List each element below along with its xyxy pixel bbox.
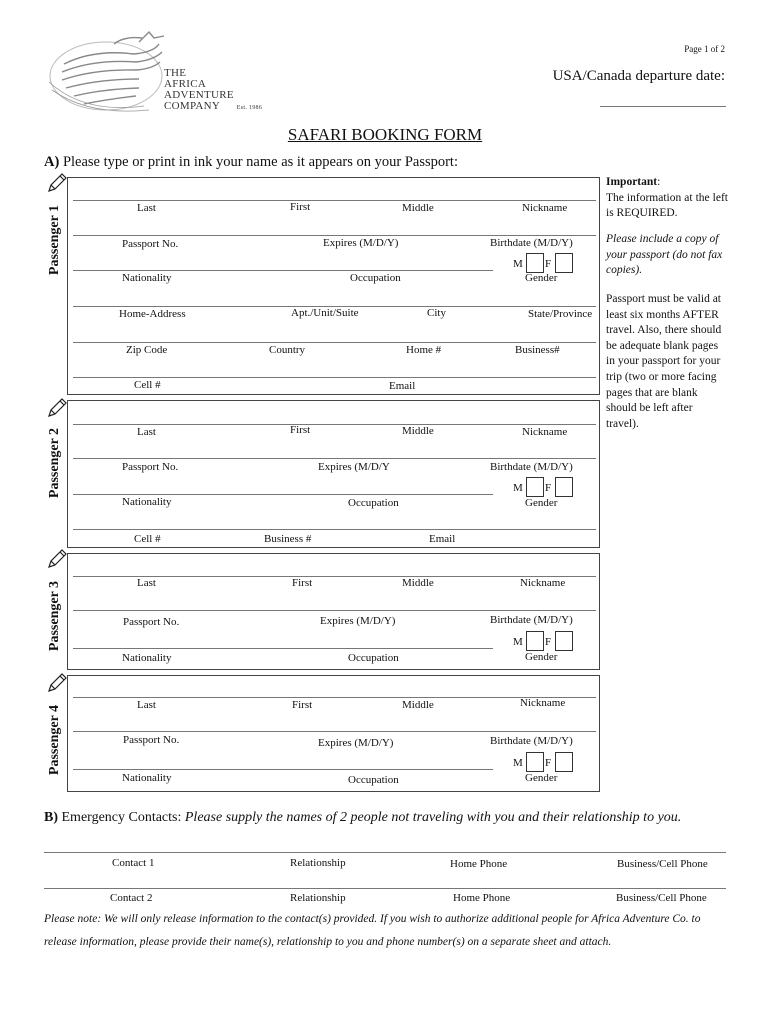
p2-passport-label: Passport No. bbox=[122, 461, 179, 473]
section-b-heading bbox=[44, 810, 681, 826]
p2-last-label: Last bbox=[137, 426, 156, 438]
contact-1-label: Contact 1 bbox=[112, 857, 155, 869]
passenger-2-title: Passenger 2 bbox=[47, 427, 62, 499]
p1-gender-label: Gender bbox=[525, 272, 558, 284]
important-text: The information at the left is REQUIRED. bbox=[606, 191, 728, 219]
p3-passport-label: Passport No. bbox=[123, 616, 180, 628]
p3-nationality-label: Nationality bbox=[122, 652, 172, 664]
p1-birthdate-label: Birthdate (M/D/Y) bbox=[490, 237, 573, 249]
p2-gender-m: M bbox=[513, 482, 523, 494]
p1-passport-label: Passport No. bbox=[122, 238, 179, 250]
important-note bbox=[606, 175, 728, 222]
p1-nationality-label: Nationality bbox=[122, 272, 172, 284]
p2-gender-label: Gender bbox=[525, 497, 558, 509]
company-logo bbox=[44, 24, 274, 119]
p1-first-label: First bbox=[290, 201, 311, 213]
departure-date-label: USA/Canada departure date: bbox=[552, 68, 725, 84]
passenger-4-title: Passenger 4 bbox=[47, 704, 62, 776]
p3-gender-f: F bbox=[545, 636, 552, 648]
p1-expires-label: Expires (M/D/Y) bbox=[323, 237, 399, 249]
section-a-letter: A) bbox=[44, 154, 60, 170]
p2-cell-label: Cell # bbox=[134, 533, 161, 545]
p1-middle-label: Middle bbox=[402, 202, 434, 214]
passport-validity-note: Passport must be valid at least six months AFTER travel. Also, there should be adequate blank pages in your passport for your trip (two or more facing pages that are blank should be left after travel). bbox=[606, 293, 722, 430]
p2-gender-f-checkbox[interactable] bbox=[555, 477, 573, 497]
passenger-3-title: Passenger 3 bbox=[47, 580, 62, 652]
p3-middle-label: Middle bbox=[402, 577, 434, 589]
p3-first-label: First bbox=[292, 577, 313, 589]
company-name bbox=[164, 68, 274, 114]
p1-gender-f-checkbox[interactable] bbox=[555, 253, 573, 273]
pencil-icon bbox=[46, 397, 68, 419]
p3-expires-label: Expires (M/D/Y) bbox=[320, 615, 396, 627]
section-a-instruction: Please type or print in ink your name as it appears on your Passport: bbox=[59, 154, 458, 170]
p4-first-label: First bbox=[292, 699, 313, 711]
p1-zip-label: Zip Code bbox=[126, 344, 168, 356]
p1-apt-label: Apt./Unit/Suite bbox=[291, 307, 359, 319]
p4-birthdate-label: Birthdate (M/D/Y) bbox=[490, 735, 573, 747]
p1-state-label: State/Province bbox=[528, 308, 593, 320]
zebra-logo-icon bbox=[44, 24, 174, 119]
p2-occupation-label: Occupation bbox=[348, 497, 399, 509]
p1-gender-m: M bbox=[513, 258, 523, 270]
p2-business-label: Business # bbox=[264, 533, 312, 545]
company-line-3-text: COMPANY bbox=[164, 100, 220, 112]
company-line-1: THE bbox=[164, 67, 187, 79]
important-heading: Important: bbox=[606, 176, 661, 188]
p2-expires-label: Expires (M/D/Y bbox=[318, 461, 390, 473]
p4-gender-f-checkbox[interactable] bbox=[555, 752, 573, 772]
page-indicator: Page 1 of 2 bbox=[684, 44, 725, 54]
passenger-1-title: Passenger 1 bbox=[47, 204, 62, 276]
p3-birthdate-label: Birthdate (M/D/Y) bbox=[490, 614, 573, 626]
company-line-3 bbox=[164, 101, 274, 114]
p1-gender-m-checkbox[interactable] bbox=[526, 253, 544, 273]
p1-country-label: Country bbox=[269, 344, 306, 356]
p4-middle-label: Middle bbox=[402, 699, 434, 711]
p1-home-phone-label: Home # bbox=[406, 344, 442, 356]
contact-2-relationship-label: Relationship bbox=[290, 892, 346, 904]
p1-home-address-label: Home-Address bbox=[119, 308, 186, 320]
p3-gender-f-checkbox[interactable] bbox=[555, 631, 573, 651]
p1-cell-label: Cell # bbox=[134, 379, 161, 391]
p3-occupation-label: Occupation bbox=[348, 652, 399, 664]
p2-nationality-label: Nationality bbox=[122, 496, 172, 508]
p3-nickname-label: Nickname bbox=[520, 577, 566, 589]
p4-passport-label: Passport No. bbox=[123, 734, 180, 746]
p2-email-label: Email bbox=[429, 533, 456, 545]
p4-last-label: Last bbox=[137, 699, 156, 711]
p1-business-label: Business# bbox=[515, 344, 560, 356]
pencil-icon bbox=[46, 672, 68, 694]
p4-expires-label: Expires (M/D/Y) bbox=[318, 737, 394, 749]
page-title: SAFARI BOOKING FORM bbox=[287, 125, 483, 144]
contact-2-business-cell-label: Business/Cell Phone bbox=[616, 892, 707, 904]
section-a-heading bbox=[44, 154, 458, 171]
p1-last-label: Last bbox=[137, 202, 156, 214]
important-label: Important bbox=[606, 176, 658, 188]
established-year: Est. 1986 bbox=[236, 105, 263, 111]
contact-2-home-phone-label: Home Phone bbox=[453, 892, 511, 904]
departure-date-input[interactable] bbox=[600, 92, 726, 107]
p3-gender-m: M bbox=[513, 636, 523, 648]
pencil-icon bbox=[46, 548, 68, 570]
p3-gender-m-checkbox[interactable] bbox=[526, 631, 544, 651]
contact-1-business-cell-label: Business/Cell Phone bbox=[617, 858, 708, 870]
company-line-2: AFRICA ADVENTURE bbox=[164, 78, 234, 101]
section-b-instruction: Please supply the names of 2 people not traveling with you and their relationship to you. bbox=[184, 810, 682, 825]
p4-nickname-label: Nickname bbox=[520, 697, 566, 709]
p1-nickname-label: Nickname bbox=[522, 202, 568, 214]
p2-middle-label: Middle bbox=[402, 425, 434, 437]
pencil-icon bbox=[46, 172, 68, 194]
p2-gender-m-checkbox[interactable] bbox=[526, 477, 544, 497]
passport-copy-note: Please include a copy of your passport (do not fax copies). bbox=[606, 233, 723, 276]
p1-gender-f: F bbox=[545, 258, 552, 270]
p1-city-label: City bbox=[427, 307, 446, 319]
p2-gender-f: F bbox=[545, 482, 552, 494]
p3-gender-label: Gender bbox=[525, 651, 558, 663]
contact-1-home-phone-label: Home Phone bbox=[450, 858, 508, 870]
p4-gender-m: M bbox=[513, 757, 523, 769]
p1-email-label: Email bbox=[389, 380, 416, 392]
p4-gender-label: Gender bbox=[525, 772, 558, 784]
p4-gender-m-checkbox[interactable] bbox=[526, 752, 544, 772]
release-note: Please note: We will only release information to the contact(s) provided. If you wish to authorize additional people for Africa Adventure Co. to release information, please provide their name(s), relationship to you and phone number(s) on a separate sheet and attach. bbox=[44, 913, 701, 948]
contact-2-label: Contact 2 bbox=[110, 892, 153, 904]
p1-occupation-label: Occupation bbox=[350, 272, 401, 284]
p4-nationality-label: Nationality bbox=[122, 772, 172, 784]
p4-occupation-label: Occupation bbox=[348, 774, 399, 786]
section-b-title: Emergency Contacts: bbox=[58, 810, 185, 825]
p2-first-label: First bbox=[290, 424, 311, 436]
p2-birthdate-label: Birthdate (M/D/Y) bbox=[490, 461, 573, 473]
p3-last-label: Last bbox=[137, 577, 156, 589]
passenger-2-section bbox=[67, 400, 600, 548]
p4-gender-f: F bbox=[545, 757, 552, 769]
p2-nickname-label: Nickname bbox=[522, 426, 568, 438]
contact-1-relationship-label: Relationship bbox=[290, 857, 346, 869]
section-b-letter: B) bbox=[44, 810, 58, 825]
